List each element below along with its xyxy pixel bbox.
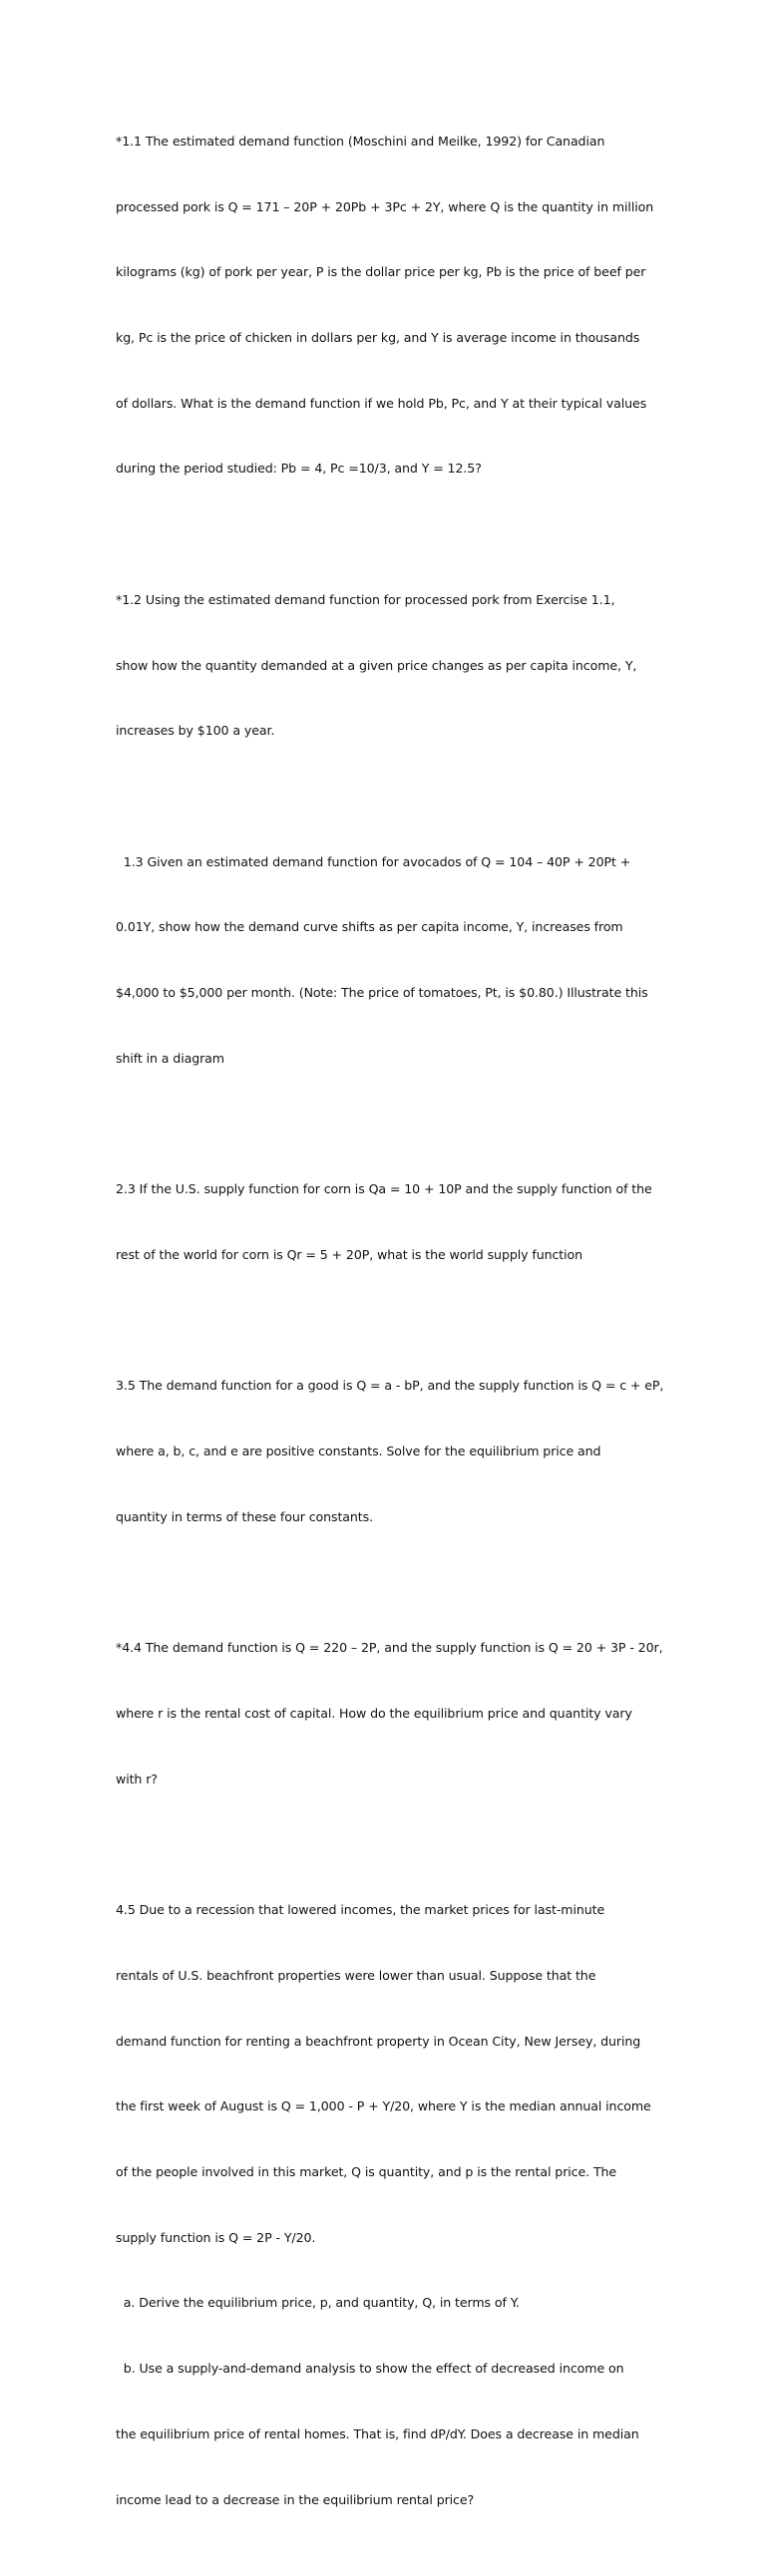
exercise-1-3	[116, 807, 674, 1114]
sub-question-b: b. Use a supply-and-demand analysis to show the effect of decreased income on	[116, 2361, 624, 2377]
exercise-4-4	[116, 1593, 674, 1833]
text-line: of the people involved in this market, Q is quantity, and p is the rental price. The	[116, 2164, 617, 2179]
text-line: quantity in terms of these four constants.	[116, 1508, 373, 1524]
text-line: $4,000 to $5,000 per month. (Note: The price of tomatoes, Pt, is $0.80.) Illustrate this	[116, 985, 648, 1001]
exercise-2-3	[116, 1134, 674, 1309]
text-line: during the period studied: Pb = 4, Pc =10/3, and Y = 12.5?	[116, 461, 482, 477]
text-line: kilograms (kg) of pork per year, P is the dollar price per kg, Pb is the price of beef per	[116, 264, 646, 280]
text-line: supply function is Q = 2P - Y/20.	[116, 2229, 316, 2245]
exercise-3-5	[116, 1332, 674, 1572]
text-line: the first week of August is Q = 1,000 - P + Y/20, where Y is the median annual income	[116, 2098, 651, 2114]
document-body	[116, 87, 674, 2576]
text-line: where r is the rental cost of capital. How do the equilibrium price and quantity vary	[116, 1705, 632, 1721]
text-line: the equilibrium price of rental homes. That is, find dP/dY. Does a decrease in median	[116, 2425, 639, 2441]
text-line: kg, Pc is the price of chicken in dollars per kg, and Y is average income in thousands	[116, 329, 640, 345]
text-line: 0.01Y, show how the demand curve shifts as per capita income, Y, increases from	[116, 919, 623, 935]
exercise-1-2	[116, 545, 674, 786]
text-line: 2.3 If the U.S. supply function for corn is Qa = 10 + 10P and the supply function of the	[116, 1181, 652, 1197]
exercise-1-1	[116, 87, 674, 523]
text-line: income lead to a decrease in the equilibrium rental price?	[116, 2491, 475, 2507]
text-line: processed pork is Q = 171 – 20P + 20Pb + 3Pc + 2Y, where Q is the quantity in million	[116, 198, 654, 214]
exercise-4-5	[116, 1855, 674, 2554]
text-line: 4.5 Due to a recession that lowered incomes, the market prices for last-minute	[116, 1902, 605, 1918]
text-line: show how the quantity demanded at a given price changes as per capita income, Y,	[116, 657, 637, 673]
text-line: demand function for renting a beachfront property in Ocean City, New Jersey, during	[116, 2033, 641, 2049]
text-line: rest of the world for corn is Qr = 5 + 20P, what is the world supply function	[116, 1246, 583, 1262]
text-line: *1.2 Using the estimated demand function for processed pork from Exercise 1.1,	[116, 591, 615, 607]
text-line: with r?	[116, 1771, 158, 1786]
text-line: 1.3 Given an estimated demand function for avocados of Q = 104 – 40P + 20Pt +	[116, 853, 631, 869]
text-line: increases by $100 a year.	[116, 723, 275, 739]
text-line: *4.4 The demand function is Q = 220 – 2P, and the supply function is Q = 20 + 3P - 20r,	[116, 1640, 663, 1656]
text-line: rentals of U.S. beachfront properties were lower than usual. Suppose that the	[116, 1967, 596, 1983]
text-line: 3.5 The demand function for a good is Q = a - bP, and the supply function is Q = c + eP,	[116, 1378, 664, 1394]
text-line: *1.1 The estimated demand function (Moschini and Meilke, 1992) for Canadian	[116, 133, 605, 149]
text-line: where a, b, c, and e are positive constants. Solve for the equilibrium price and	[116, 1444, 601, 1459]
text-line: shift in a diagram	[116, 1050, 224, 1066]
sub-question-a: a. Derive the equilibrium price, p, and quantity, Q, in terms of Y.	[116, 2295, 520, 2311]
text-line: of dollars. What is the demand function if we hold Pb, Pc, and Y at their typical values	[116, 395, 647, 411]
